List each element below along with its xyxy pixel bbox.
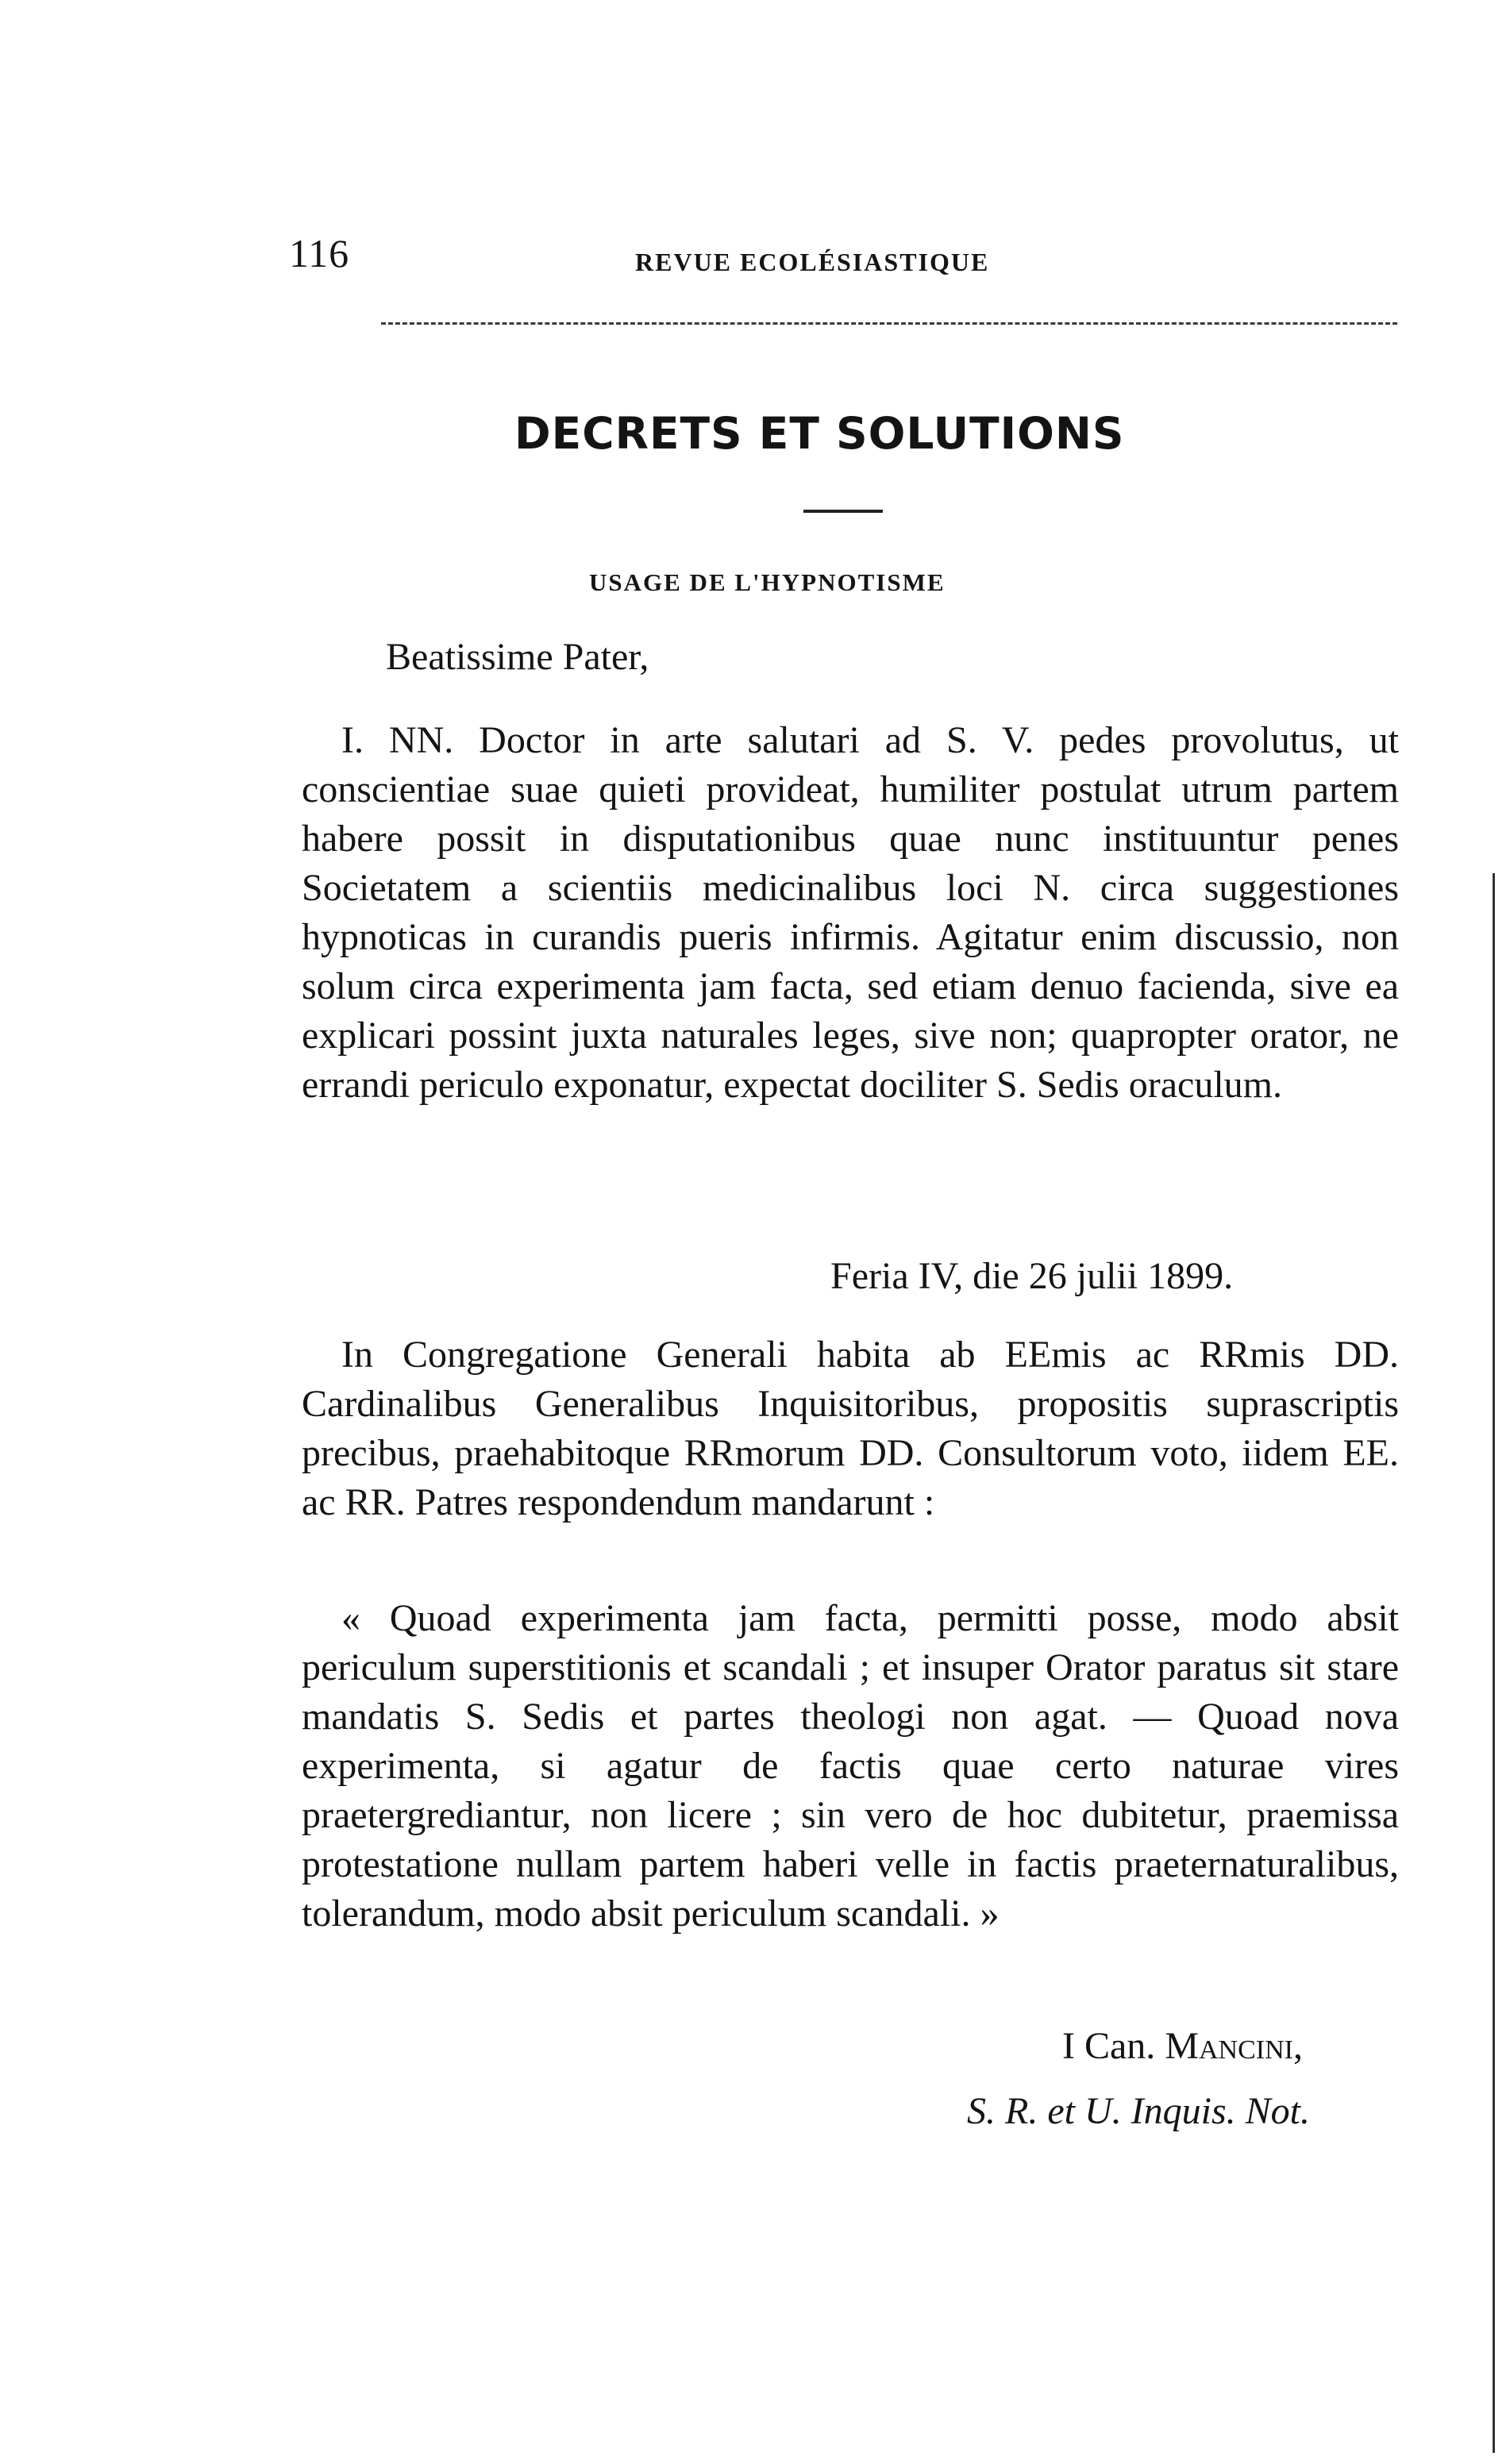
- running-head: REVUE ECOLÉSIASTIQUE: [635, 248, 990, 276]
- header-rule: [381, 322, 1397, 325]
- petition-paragraph: I. NN. Doctor in arte salutari ad S. V. pedes provolutus, ut conscientiae suae quieti provideat, humiliter postulat utrum partem habere possit in disputationibus quae nunc instituuntur penes Societatem a scientiis medicinalibus loci N. circa suggestiones hypnoticas in curandis pueris infirmis. Agitatur enim discussio, non solum circa experimenta jam facta, sed etiam denuo facienda, sive ea explicari possint juxta naturales leges, sive non; quapropter orator, ne errandi periculo exponatur, expectat dociliter S. Sedis oraculum.: [302, 719, 1399, 1106]
- article-subtitle: USAGE DE L'HYPNOTISME: [589, 568, 946, 596]
- signature-name: [1062, 2024, 1303, 2068]
- response-paragraph: « Quoad experimenta jam facta, permitti posse, modo absit periculum superstitionis et scandali ; et insuper Orator paratus sit stare mandatis S. Sedis et partes theologi non agat. — Quoad nova experimenta, si agatur de factis quae certo naturae vires praetergrediantur, non licere ; sin vero de hoc dubitetur, praemissa protestatione nullam partem haberi velle in factis praeternaturalibus, tolerandum, modo absit periculum scandali. »: [302, 1597, 1399, 1935]
- congregation-paragraph: In Congregatione Generali habita ab EEmis ac RRmis DD. Cardinalibus Generalibus Inquisitoribus, propositis suprascriptis precibus, praehabitoque RRmorum DD. Consultorum voto, iidem EE. ac RR. Patres respondendum mandarunt :: [302, 1334, 1399, 1523]
- date-line: Feria IV, die 26 julii 1899.: [830, 1255, 1234, 1297]
- signature-title: S. R. et U. Inquis. Not.: [967, 2090, 1310, 2132]
- page-number: 116: [289, 231, 350, 275]
- page-edge-line: [1493, 873, 1495, 2453]
- signature-prefix: I Can.: [1062, 2025, 1165, 2067]
- title-divider: [803, 510, 883, 513]
- section-title: DECRETS ET SOLUTIONS: [514, 408, 1125, 459]
- signature-surname: Mancini: [1165, 2025, 1293, 2067]
- signature-suffix: ,: [1292, 2025, 1303, 2067]
- salutation: Beatissime Pater,: [386, 636, 649, 678]
